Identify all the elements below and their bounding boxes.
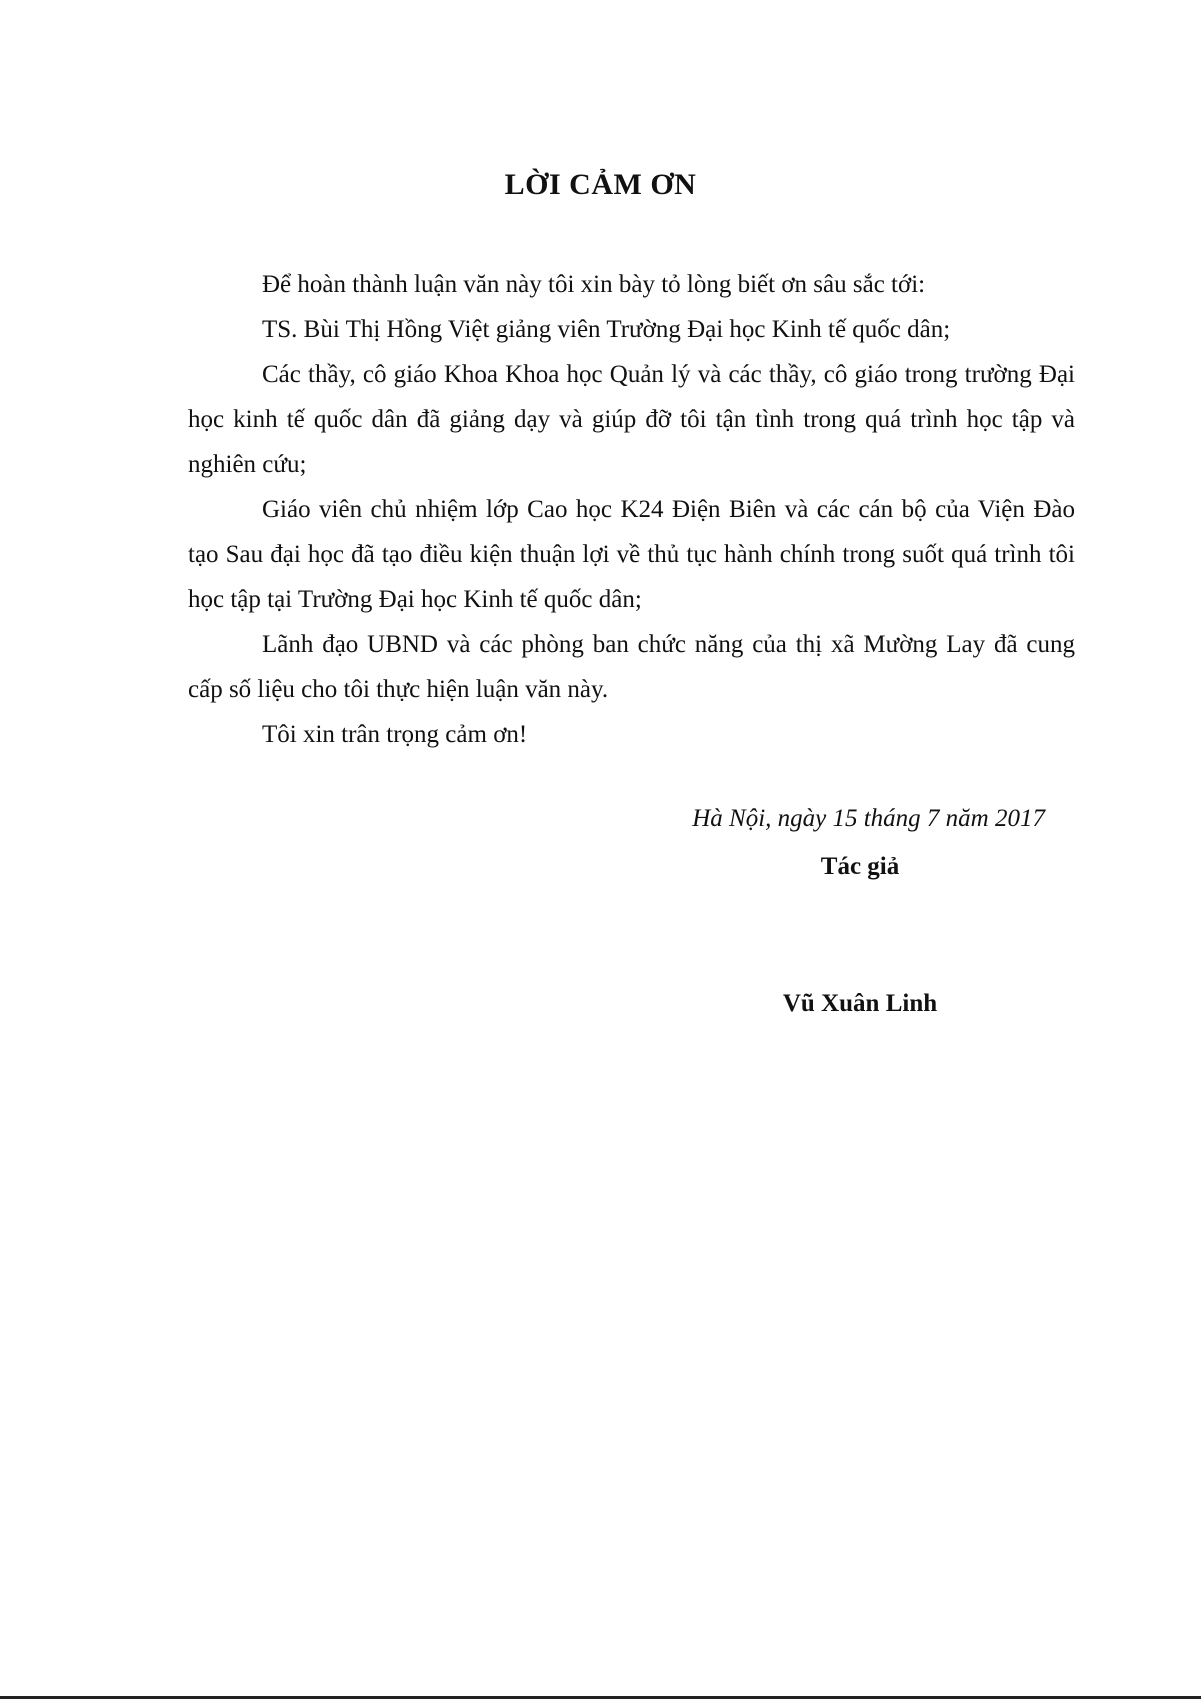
paragraph-faculty: Các thầy, cô giáo Khoa Khoa học Quản lý và các thầy, cô giáo trong trường Đại học kinh tế quốc dân đã giảng dạy và giúp đỡ tôi tận tình trong quá trình học tập và nghiên cứu; xyxy=(188,361,1075,478)
author-label: Tác giả xyxy=(820,853,900,880)
paragraph-supervisor: TS. Bùi Thị Hồng Việt giảng viên Trường Đại học Kinh tế quốc dân; xyxy=(262,316,951,343)
page-title: LỜI CẢM ƠN xyxy=(504,168,697,201)
paragraph-intro: Để hoàn thành luận văn này tôi xin bày tỏ lòng biết ơn sâu sắc tới: xyxy=(262,271,926,298)
paragraph-institute: Giáo viên chủ nhiệm lớp Cao học K24 Điện Biên và các cán bộ của Viện Đào tạo Sau đại học đã tạo điều kiện thuận lợi về thủ tục hành chính trong suốt quá trình tôi học tập tại Trường Đại học Kinh tế quốc dân; xyxy=(188,496,1075,613)
acknowledgement-body xyxy=(188,262,1075,757)
author-name: Vũ Xuân Linh xyxy=(782,990,938,1017)
paragraph-local-government: Lãnh đạo UBND và các phòng ban chức năng của thị xã Mường Lay đã cung cấp số liệu cho tôi thực hiện luận văn này. xyxy=(188,631,1075,703)
paragraph-closing: Tôi xin trân trọng cảm ơn! xyxy=(262,721,528,748)
place-date: Hà Nội, ngày 15 tháng 7 năm 2017 xyxy=(692,805,1045,832)
